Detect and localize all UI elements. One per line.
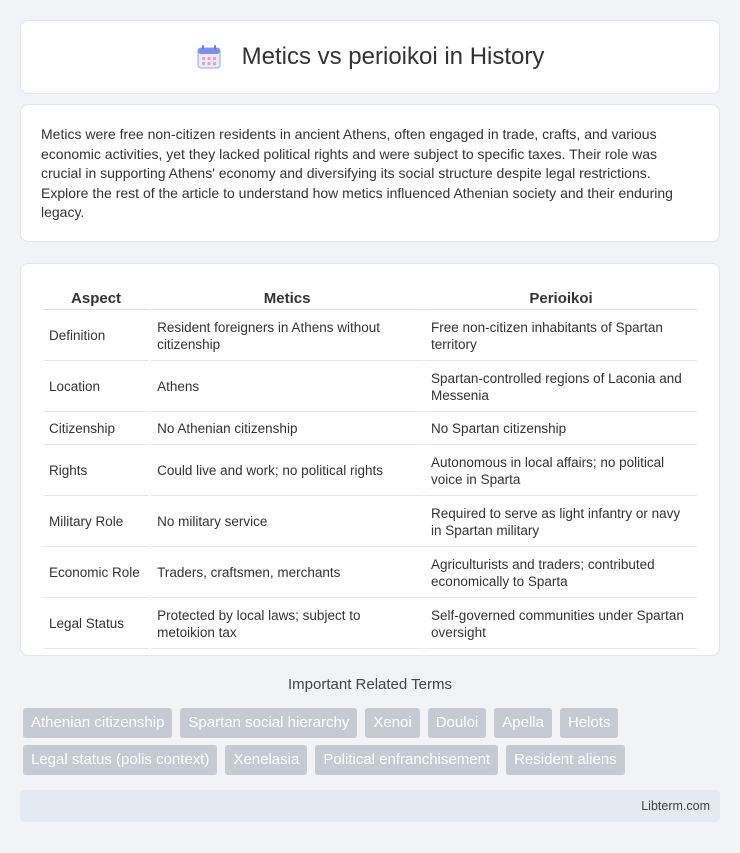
table-row <box>43 414 697 445</box>
cell-metics: No Athenian citizenship <box>151 414 423 445</box>
related-term-tag[interactable]: Political enfranchisement <box>315 745 498 775</box>
header-perioikoi: Perioikoi <box>425 286 697 310</box>
table-row <box>43 363 697 412</box>
related-term-tag[interactable]: Spartan social hierarchy <box>180 708 357 738</box>
related-term-tag[interactable]: Athenian citizenship <box>23 708 172 738</box>
footer-brand-link[interactable]: Libterm.com <box>641 799 710 813</box>
header-aspect: Aspect <box>43 286 149 310</box>
cell-aspect: Definition <box>43 312 149 361</box>
cell-perioikoi: No Spartan citizenship <box>425 414 697 445</box>
related-term-tag[interactable]: Helots <box>560 708 619 738</box>
related-term-tag[interactable]: Apella <box>494 708 552 738</box>
table-header-row <box>43 286 697 310</box>
cell-aspect: Economic Role <box>43 549 149 598</box>
table-row <box>43 600 697 649</box>
related-terms-title: Important Related Terms <box>288 676 452 693</box>
table-row <box>43 498 697 547</box>
footer <box>20 790 720 822</box>
comparison-table-card <box>20 263 720 656</box>
cell-aspect: Location <box>43 363 149 412</box>
intro-text: Metics were free non-citizen residents in ancient Athens, often engaged in trade, crafts, and various economic activities, yet they lacked political rights and were subject to specific taxes. Their role was crucial in supporting Athens' economy and diversifying its social structure despite legal restrictions. Explore the rest of the article to understand how metics influenced Athenian society and their enduring legacy. <box>41 126 673 220</box>
cell-perioikoi: Required to serve as light infantry or navy in Spartan military <box>425 498 697 547</box>
cell-metics: Protected by local laws; subject to metoikion tax <box>151 600 423 649</box>
related-term-tag[interactable]: Xenelasia <box>225 745 307 775</box>
intro-card <box>20 104 720 242</box>
cell-perioikoi: Agriculturists and traders; contributed economically to Sparta <box>425 549 697 598</box>
cell-aspect: Rights <box>43 447 149 496</box>
cell-perioikoi: Autonomous in local affairs; no political voice in Sparta <box>425 447 697 496</box>
cell-aspect: Citizenship <box>43 414 149 445</box>
calendar-icon <box>196 44 222 70</box>
cell-metics: Resident foreigners in Athens without citizenship <box>151 312 423 361</box>
table-row <box>43 549 697 598</box>
cell-perioikoi: Free non-citizen inhabitants of Spartan territory <box>425 312 697 361</box>
header-card <box>20 20 720 94</box>
related-terms-list <box>23 708 723 775</box>
table-row <box>43 312 697 361</box>
cell-aspect: Military Role <box>43 498 149 547</box>
cell-metics: No military service <box>151 498 423 547</box>
cell-metics: Could live and work; no political rights <box>151 447 423 496</box>
related-term-tag[interactable]: Legal status (polis context) <box>23 745 217 775</box>
related-term-tag[interactable]: Douloi <box>428 708 487 738</box>
table-row <box>43 447 697 496</box>
cell-aspect: Legal Status <box>43 600 149 649</box>
cell-perioikoi: Spartan-controlled regions of Laconia and Messenia <box>425 363 697 412</box>
cell-perioikoi: Self-governed communities under Spartan oversight <box>425 600 697 649</box>
page-title: Metics vs perioikoi in History <box>241 43 545 70</box>
cell-metics: Traders, craftsmen, merchants <box>151 549 423 598</box>
related-term-tag[interactable]: Xenoi <box>365 708 419 738</box>
related-term-tag[interactable]: Resident aliens <box>506 745 625 775</box>
comparison-table <box>41 284 699 651</box>
header-metics: Metics <box>151 286 423 310</box>
cell-metics: Athens <box>151 363 423 412</box>
